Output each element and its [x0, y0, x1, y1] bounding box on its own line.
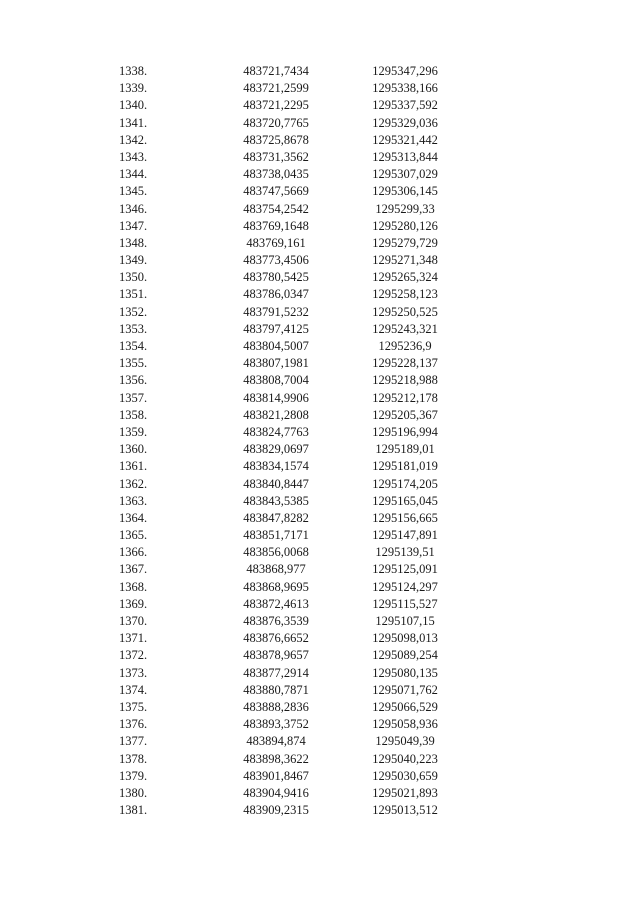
x-coordinate: 483824,7763 — [243, 424, 309, 439]
row-number: 1364. — [119, 510, 148, 525]
y-coordinate: 1295040,223 — [372, 751, 438, 766]
x-coordinate: 483876,6652 — [243, 631, 309, 646]
y-coordinate: 1295250,525 — [372, 304, 438, 319]
coordinate-table — [0, 63, 640, 819]
row-number: 1358. — [119, 407, 148, 422]
table-row — [0, 235, 640, 252]
row-number: 1379. — [119, 768, 148, 783]
y-coordinate: 1295307,029 — [372, 167, 438, 182]
table-row — [0, 132, 640, 149]
row-number: 1348. — [119, 235, 148, 250]
table-row — [0, 321, 640, 338]
x-coordinate: 483821,2808 — [243, 407, 309, 422]
x-coordinate: 483721,2295 — [243, 98, 309, 113]
row-number: 1341. — [119, 115, 148, 130]
x-coordinate: 483868,9695 — [243, 579, 309, 594]
row-number: 1338. — [119, 64, 148, 78]
table-row — [0, 699, 640, 716]
x-coordinate: 483769,161 — [246, 235, 306, 250]
y-coordinate: 1295347,296 — [372, 64, 438, 78]
table-row — [0, 115, 640, 132]
row-number: 1339. — [119, 81, 148, 96]
row-number: 1344. — [119, 167, 148, 182]
y-coordinate: 1295321,442 — [372, 132, 438, 147]
table-row — [0, 252, 640, 269]
table-row — [0, 304, 640, 321]
x-coordinate: 483720,7765 — [243, 115, 309, 130]
y-coordinate: 1295243,321 — [372, 321, 438, 336]
table-row — [0, 476, 640, 493]
row-number: 1349. — [119, 253, 148, 268]
x-coordinate: 483904,9416 — [243, 785, 309, 800]
x-coordinate: 483840,8447 — [243, 476, 309, 491]
row-number: 1360. — [119, 442, 148, 457]
y-coordinate: 1295174,205 — [372, 476, 438, 491]
y-coordinate: 1295147,891 — [372, 528, 438, 543]
row-number: 1377. — [119, 734, 148, 749]
table-row — [0, 218, 640, 235]
x-coordinate: 483791,5232 — [243, 304, 309, 319]
y-coordinate: 1295299,33 — [375, 201, 435, 216]
x-coordinate: 483829,0697 — [243, 442, 309, 457]
y-coordinate: 1295139,51 — [375, 545, 435, 560]
row-number: 1365. — [119, 528, 148, 543]
y-coordinate: 1295115,527 — [372, 596, 438, 611]
y-coordinate: 1295258,123 — [372, 287, 438, 302]
row-number: 1369. — [119, 596, 148, 611]
table-row — [0, 355, 640, 372]
table-row — [0, 596, 640, 613]
y-coordinate: 1295236,9 — [378, 339, 432, 353]
row-number: 1363. — [119, 493, 148, 508]
table-row — [0, 166, 640, 183]
x-coordinate: 483872,4613 — [243, 596, 309, 611]
row-number: 1356. — [119, 373, 148, 388]
row-number: 1378. — [119, 751, 148, 766]
row-number: 1371. — [119, 631, 148, 646]
y-coordinate: 1295280,126 — [372, 218, 438, 233]
x-coordinate: 483731,3562 — [243, 149, 309, 164]
y-coordinate: 1295098,013 — [372, 631, 438, 646]
table-row — [0, 97, 640, 114]
row-number: 1346. — [119, 201, 148, 216]
table-row — [0, 458, 640, 475]
x-coordinate: 483868,977 — [246, 562, 306, 577]
y-coordinate: 1295107,15 — [375, 614, 435, 628]
y-coordinate: 1295049,39 — [375, 734, 435, 749]
table-row — [0, 733, 640, 750]
row-number: 1370. — [119, 614, 148, 628]
y-coordinate: 1295337,592 — [372, 98, 438, 113]
x-coordinate: 483754,2542 — [243, 201, 309, 216]
y-coordinate: 1295071,762 — [372, 682, 438, 697]
table-row — [0, 785, 640, 802]
x-coordinate: 483893,3752 — [243, 717, 309, 732]
row-number: 1345. — [119, 184, 148, 199]
row-number: 1352. — [119, 304, 148, 319]
row-number: 1353. — [119, 321, 148, 336]
x-coordinate: 483856,0068 — [243, 545, 309, 560]
x-coordinate: 483804,5007 — [243, 339, 309, 353]
table-row — [0, 372, 640, 389]
row-number: 1362. — [119, 476, 148, 491]
y-coordinate: 1295080,135 — [372, 665, 438, 680]
x-coordinate: 483901,8467 — [243, 768, 309, 783]
table-row — [0, 579, 640, 596]
table-row — [0, 647, 640, 664]
x-coordinate: 483888,2836 — [243, 699, 309, 714]
table-row — [0, 424, 640, 441]
x-coordinate: 483725,8678 — [243, 132, 309, 147]
table-row — [0, 527, 640, 544]
row-number: 1354. — [119, 339, 148, 353]
x-coordinate: 483880,7871 — [243, 682, 309, 697]
y-coordinate: 1295021,893 — [372, 785, 438, 800]
y-coordinate: 1295125,091 — [372, 562, 438, 577]
table-row — [0, 407, 640, 424]
row-number: 1340. — [119, 98, 148, 113]
table-row — [0, 80, 640, 97]
y-coordinate: 1295058,936 — [372, 717, 438, 732]
table-row — [0, 390, 640, 407]
table-row — [0, 201, 640, 218]
y-coordinate: 1295218,988 — [372, 373, 438, 388]
table-row — [0, 682, 640, 699]
y-coordinate: 1295066,529 — [372, 699, 438, 714]
row-number: 1380. — [119, 785, 148, 800]
y-coordinate: 1295124,297 — [372, 579, 438, 594]
row-number: 1376. — [119, 717, 148, 732]
row-number: 1343. — [119, 149, 148, 164]
row-number: 1350. — [119, 270, 148, 285]
y-coordinate: 1295030,659 — [372, 768, 438, 783]
table-row — [0, 510, 640, 527]
x-coordinate: 483851,7171 — [243, 528, 309, 543]
row-number: 1342. — [119, 132, 148, 147]
x-coordinate: 483807,1981 — [243, 356, 309, 371]
row-number: 1366. — [119, 545, 148, 560]
y-coordinate: 1295228,137 — [372, 356, 438, 371]
x-coordinate: 483898,3622 — [243, 751, 309, 766]
table-row — [0, 149, 640, 166]
row-number: 1367. — [119, 562, 148, 577]
row-number: 1368. — [119, 579, 148, 594]
row-number: 1381. — [119, 803, 148, 818]
row-number: 1357. — [119, 390, 148, 405]
y-coordinate: 1295265,324 — [372, 270, 438, 285]
y-coordinate: 1295156,665 — [372, 510, 438, 525]
table-row — [0, 183, 640, 200]
table-row — [0, 802, 640, 819]
row-number: 1361. — [119, 459, 148, 474]
table-row — [0, 751, 640, 768]
row-number: 1374. — [119, 682, 148, 697]
table-row — [0, 716, 640, 733]
y-coordinate: 1295313,844 — [372, 149, 438, 164]
y-coordinate: 1295165,045 — [372, 493, 438, 508]
table-row — [0, 63, 640, 80]
x-coordinate: 483786,0347 — [243, 287, 309, 302]
x-coordinate: 483894,874 — [246, 734, 306, 749]
x-coordinate: 483808,7004 — [243, 373, 309, 388]
x-coordinate: 483847,8282 — [243, 510, 309, 525]
y-coordinate: 1295212,178 — [372, 390, 438, 405]
y-coordinate: 1295205,367 — [372, 407, 438, 422]
row-number: 1359. — [119, 424, 148, 439]
y-coordinate: 1295306,145 — [372, 184, 438, 199]
x-coordinate: 483721,7434 — [243, 64, 309, 78]
y-coordinate: 1295279,729 — [372, 235, 438, 250]
table-row — [0, 544, 640, 561]
x-coordinate: 483780,5425 — [243, 270, 309, 285]
x-coordinate: 483721,2599 — [243, 81, 309, 96]
y-coordinate: 1295271,348 — [372, 253, 438, 268]
row-number: 1347. — [119, 218, 148, 233]
row-number: 1372. — [119, 648, 148, 663]
x-coordinate: 483909,2315 — [243, 803, 309, 818]
table-row — [0, 441, 640, 458]
y-coordinate: 1295329,036 — [372, 115, 438, 130]
x-coordinate: 483814,9906 — [243, 390, 309, 405]
table-row — [0, 286, 640, 303]
y-coordinate: 1295013,512 — [372, 803, 438, 818]
row-number: 1351. — [119, 287, 148, 302]
row-number: 1373. — [119, 665, 148, 680]
x-coordinate: 483797,4125 — [243, 321, 309, 336]
y-coordinate: 1295089,254 — [372, 648, 438, 663]
x-coordinate: 483834,1574 — [243, 459, 309, 474]
table-row — [0, 561, 640, 578]
y-coordinate: 1295338,166 — [372, 81, 438, 96]
x-coordinate: 483769,1648 — [243, 218, 309, 233]
x-coordinate: 483878,9657 — [243, 648, 309, 663]
table-row — [0, 338, 640, 355]
table-row — [0, 613, 640, 630]
table-row — [0, 630, 640, 647]
y-coordinate: 1295181,019 — [372, 459, 438, 474]
row-number: 1355. — [119, 356, 148, 371]
x-coordinate: 483773,4506 — [243, 253, 309, 268]
x-coordinate: 483876,3539 — [243, 614, 309, 628]
table-row — [0, 665, 640, 682]
table-row — [0, 768, 640, 785]
x-coordinate: 483738,0435 — [243, 167, 309, 182]
x-coordinate: 483747,5669 — [243, 184, 309, 199]
y-coordinate: 1295189,01 — [375, 442, 435, 457]
x-coordinate: 483877,2914 — [243, 665, 309, 680]
y-coordinate: 1295196,994 — [372, 424, 438, 439]
table-row — [0, 493, 640, 510]
row-number: 1375. — [119, 699, 148, 714]
x-coordinate: 483843,5385 — [243, 493, 309, 508]
table-row — [0, 269, 640, 286]
